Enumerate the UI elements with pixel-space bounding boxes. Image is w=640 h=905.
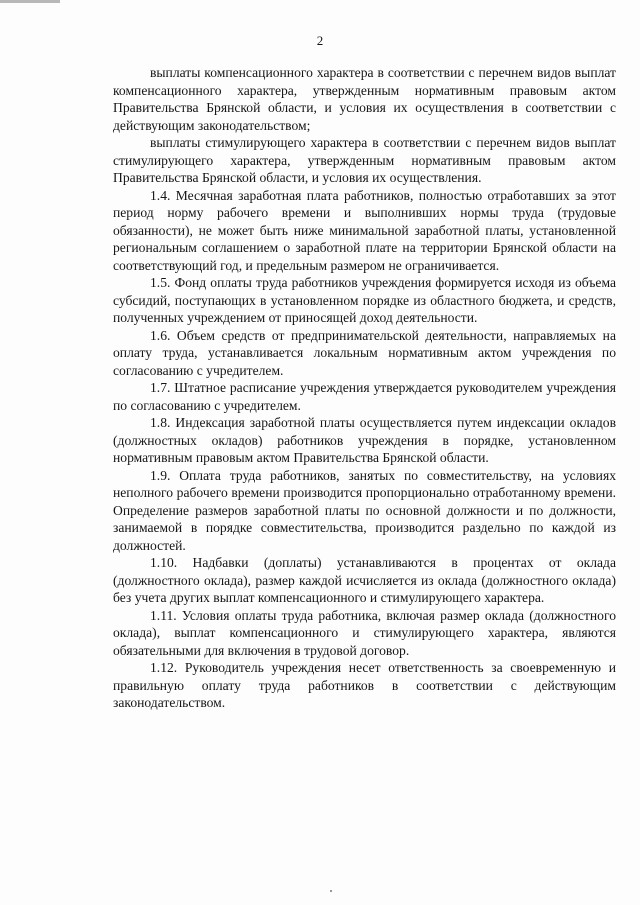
scan-speck [330,890,332,892]
paragraph-1-4: 1.4. Месячная заработная плата работников, полностью отработавших за этот период норму рабочего времени и выполнивших нормы труда (трудовые обязанности), не может быть ниже минимальной заработной платы, установленной региональным соглашением о заработной плате на территории Брянской области на соответствующий год, и предельным размером не ограничивается. [113,187,616,273]
scan-edge-mark [0,0,60,3]
paragraph-1-10: 1.10. Надбавки (доплаты) устанавливаются в процентах от оклада (должностного оклада), размер каждой исчисляется из оклада (должностного оклада) без учета других выплат компенсационного и стимулирующего характера. [113,555,616,605]
paragraph-incentive-payments: выплаты стимулирующего характера в соответствии с перечнем видов выплат стимулирующего характера, утвержденным нормативным правовым актом Правительства Брянской области, и условия их осуществления. [113,135,616,185]
page-number: 2 [316,33,324,48]
paragraph-1-9: 1.9. Оплата труда работников, занятых по совместительству, на условиях неполного рабочего времени производится пропорционально отработанному времени. Определение размеров заработной платы по основной должности и по должности, занимаемой в порядке совместительства, производится раздельно по каждой из должностей. [113,467,616,553]
paragraph-1-12: 1.12. Руководитель учреждения несет ответственность за своевременную и правильную оплату труда работников в соответствии с действующим законодательством. [113,660,616,710]
paragraph-compensation-payments: выплаты компенсационного характера в соответствии с перечнем видов выплат компенсационного характера, утвержденным нормативным правовым актом Правительства Брянской области, и условия их осуществления в соответствии с действующим законодательством; [113,65,616,133]
paragraph-1-11: 1.11. Условия оплаты труда работника, включая размер оклада (должностного оклада), выплат компенсационного и стимулирующего характера, являются обязательными для включения в трудовой договор. [113,607,616,658]
document-body [113,64,616,712]
paragraph-1-8: 1.8. Индексация заработной платы осуществляется путем индексации окладов (должностных окладов) работников учреждения в порядке, установленном нормативным правовым актом Правительства Брянской области. [113,415,616,465]
paragraph-1-6: 1.6. Объем средств от предпринимательской деятельности, направляемых на оплату труда, устанавливается локальным нормативным актом учреждения по согласованию с учредителем. [113,327,616,378]
paragraph-1-7: 1.7. Штатное расписание учреждения утверждается руководителем учреждения по согласованию с учредителем. [113,380,616,413]
paragraph-1-5: 1.5. Фонд оплаты труда работников учреждения формируется исходя из объема субсидий, поступающих в установленном порядке из областного бюджета, и средств, полученных учреждением от приносящей доход деятельности. [113,275,616,325]
